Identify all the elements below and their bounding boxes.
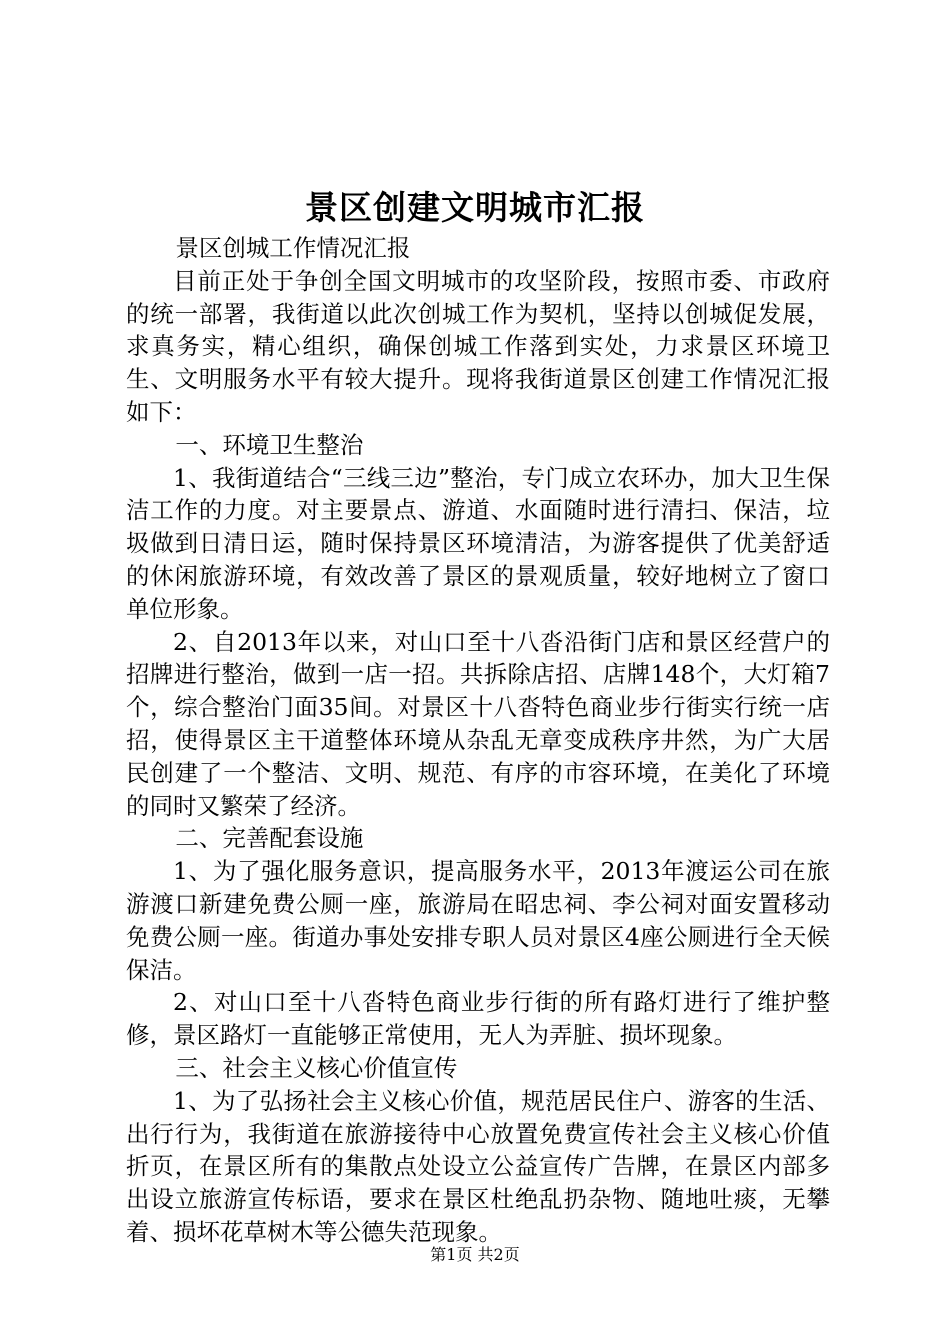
page-number-footer: 第1页 共2页 <box>430 1245 520 1264</box>
paragraph-facilities-1: 1、为了强化服务意识，提高服务水平，2013年渡运公司在旅游渡口新建免费公厕一座，旅游局在昭忠祠、李公祠对面安置移动免费公厕一座。街道办事处安排专职人员对景区4座公厕进行全天候保洁。 <box>126 857 830 984</box>
section-heading-values: 三、社会主义核心价值宣传 <box>175 1053 458 1082</box>
subtitle-paragraph: 景区创城工作情况汇报 <box>175 234 411 262</box>
paragraph-values-1: 1、为了弘扬社会主义核心价值，规范居民住户、游客的生活、出行行为，我街道在旅游接待中心放置免费宣传社会主义核心价值折页，在景区所有的集散点处设立公益宣传广告牌，在景区内部多出设立旅游宣传标语，要求在景区杜绝乱扔杂物、随地吐痰，无攀着、损坏花草树木等公德失范现象。 <box>126 1086 830 1246</box>
section-heading-facilities: 二、完善配套设施 <box>175 824 364 853</box>
section-heading-environment: 一、环境卫生整治 <box>175 430 364 459</box>
document-body <box>126 232 830 1249</box>
paragraph-facilities-2: 2、对山口至十八沓特色商业步行街的所有路灯进行了维护整修，景区路灯一直能够正常使用，无人为弄脏、损坏现象。 <box>126 988 830 1050</box>
document-title: 景区创建文明城市汇报 <box>305 188 645 227</box>
paragraph-environment-2: 2、自2013年以来，对山口至十八沓沿街门店和景区经营户的招牌进行整治，做到一店一招。共拆除店招、店牌148个，大灯箱7个，综合整治门面35间。对景区十八沓特色商业步行街实行统一店招，使得景区主干道整体环境从杂乱无章变成秩序井然，为广大居民创建了一个整洁、文明、规范、有序的市容环境，在美化了环境的同时又繁荣了经济。 <box>126 627 830 820</box>
intro-paragraph: 目前正处于争创全国文明城市的攻坚阶段，按照市委、市政府的统一部署，我街道以此次创城工作为契机，坚持以创城促发展，求真务实，精心组织，确保创城工作落到实处，力求景区环境卫生、文明服务水平有较大提升。现将我街道景区创建工作情况汇报如下： <box>126 266 830 426</box>
paragraph-environment-1: 1、我街道结合“三线三边”整治，专门成立农环办，加大卫生保洁工作的力度。对主要景点、游道、水面随时进行清扫、保洁，垃圾做到日清日运，随时保持景区环境清洁，为游客提供了优美舒适的休闲旅游环境，有效改善了景区的景观质量，较好地树立了窗口单位形象。 <box>126 463 830 623</box>
